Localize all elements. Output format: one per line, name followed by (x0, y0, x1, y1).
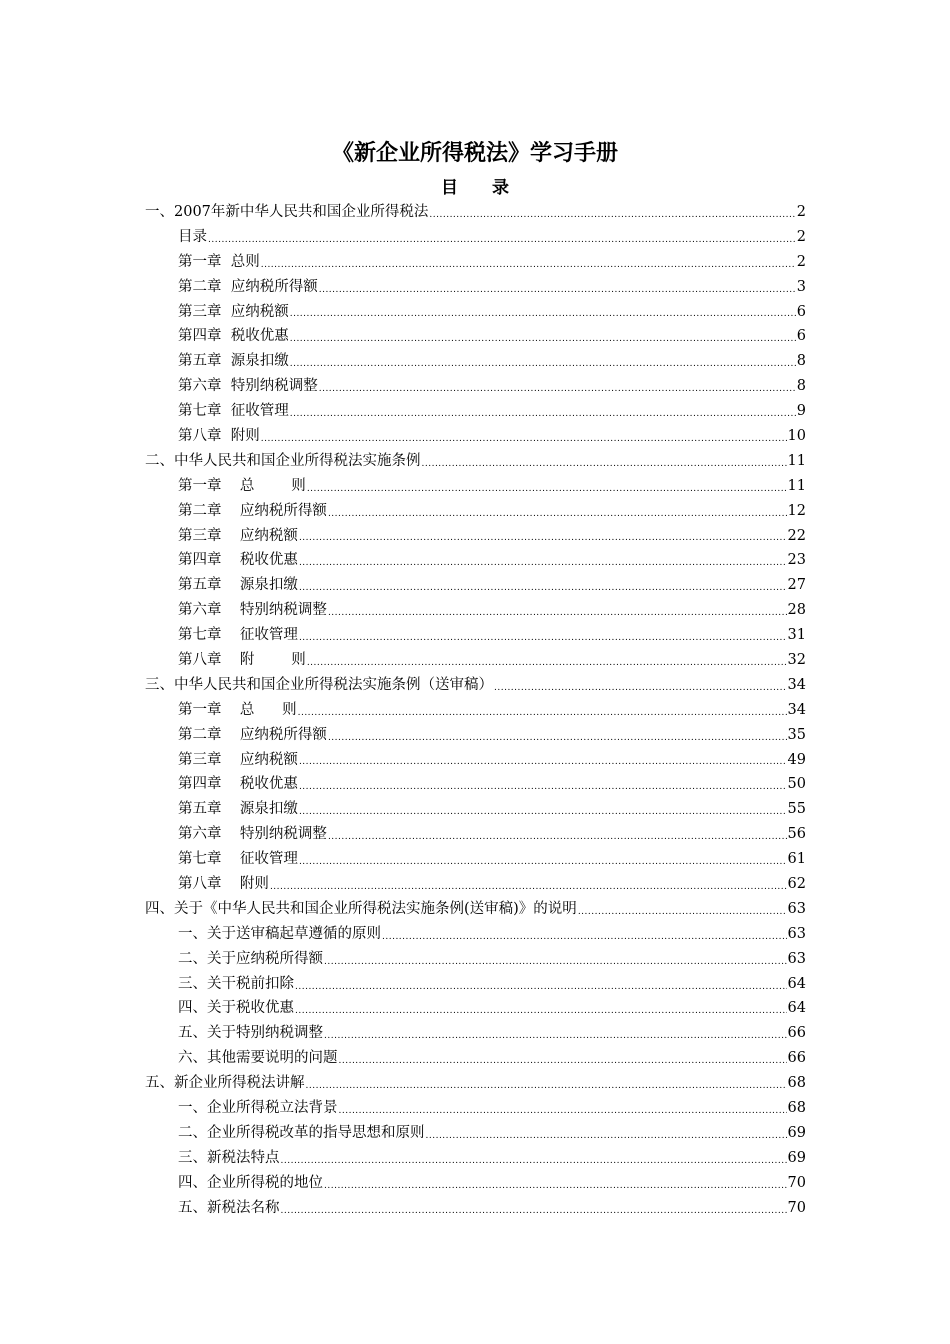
toc-entry-title: 目录 (178, 228, 207, 245)
toc-entry-title: 第四章 税收优惠 (178, 776, 298, 793)
toc-entry-page: 49 (787, 751, 806, 768)
toc-dot-leader (261, 430, 787, 449)
toc-entry-title: 一、企业所得税立法背景 (178, 1100, 338, 1117)
toc-entry-page: 66 (787, 1050, 806, 1067)
toc-entry-page: 62 (787, 876, 806, 893)
toc-entry[interactable] (145, 548, 806, 573)
toc-entry[interactable] (145, 225, 806, 250)
toc-entry[interactable] (145, 648, 806, 673)
toc-entry[interactable] (145, 524, 806, 549)
toc-entry[interactable] (145, 1121, 806, 1146)
toc-dot-leader (306, 1077, 787, 1096)
toc-entry-page: 50 (787, 776, 806, 793)
toc-dot-leader (299, 803, 787, 822)
toc-dot-leader (290, 355, 796, 374)
toc-dot-leader (299, 778, 787, 797)
toc-dot-leader (290, 405, 796, 424)
toc-entry[interactable] (145, 250, 806, 275)
toc-entry-page: 64 (787, 1000, 806, 1017)
toc-dot-leader (299, 579, 787, 598)
toc-entry-title: 第一章 总则 (178, 253, 260, 270)
toc-entry[interactable] (145, 847, 806, 872)
toc-entry[interactable] (145, 997, 806, 1022)
toc-entry-title: 一、关于送审稿起草遵循的原则 (178, 925, 381, 942)
toc-entry-page: 63 (787, 925, 806, 942)
toc-entry-title: 第四章 税收优惠 (178, 328, 289, 345)
toc-entry-page: 69 (787, 1149, 806, 1166)
toc-entry-title: 第一章 总 则 (178, 701, 297, 718)
toc-dot-leader (324, 953, 787, 972)
toc-entry-page: 68 (787, 1100, 806, 1117)
toc-entry-page: 3 (796, 278, 806, 295)
toc-dot-leader (281, 1152, 787, 1171)
toc-dot-leader (261, 256, 796, 275)
toc-entry-title: 三、新税法特点 (178, 1149, 280, 1166)
toc-dot-leader (328, 828, 787, 847)
toc-dot-leader (307, 654, 787, 673)
toc-entry[interactable] (145, 349, 806, 374)
toc-entry-title: 第四章 税收优惠 (178, 552, 298, 569)
toc-entry-title: 第八章 附则 (178, 876, 269, 893)
toc-entry[interactable] (145, 972, 806, 997)
toc-entry[interactable] (145, 772, 806, 797)
toc-entry[interactable] (145, 698, 806, 723)
toc-entry[interactable] (145, 1021, 806, 1046)
toc-entry[interactable] (145, 822, 806, 847)
toc-dot-leader (339, 1102, 787, 1121)
toc-entry[interactable] (145, 1071, 806, 1096)
toc-entry-title: 第三章 应纳税额 (178, 527, 298, 544)
toc-entry-page: 22 (787, 527, 806, 544)
toc-entry[interactable] (145, 1046, 806, 1071)
toc-entry[interactable] (145, 399, 806, 424)
toc-entry[interactable] (145, 300, 806, 325)
toc-entry[interactable] (145, 748, 806, 773)
toc-entry[interactable] (145, 623, 806, 648)
toc-entry-title: 第六章 特别纳税调整 (178, 378, 318, 395)
toc-entry-page: 34 (787, 676, 806, 693)
toc-dot-leader (299, 853, 787, 872)
toc-entry-title: 二、关于应纳税所得额 (178, 950, 323, 967)
toc-dot-leader (307, 480, 787, 499)
toc-entry[interactable] (145, 374, 806, 399)
document-title: 《新企业所得税法》学习手册 (331, 140, 618, 166)
toc-dot-leader (298, 704, 787, 723)
toc-entry-title: 六、其他需要说明的问题 (178, 1050, 338, 1067)
toc-dot-leader (339, 1052, 787, 1071)
toc-entry-page: 10 (787, 428, 806, 444)
toc-dot-leader (328, 604, 787, 623)
toc-dot-leader (295, 978, 787, 997)
toc-entry[interactable] (145, 598, 806, 623)
toc-dot-leader (295, 1002, 787, 1021)
toc-dot-leader (324, 1027, 787, 1046)
toc-entry-page: 66 (787, 1025, 806, 1042)
toc-entry-page: 70 (787, 1174, 806, 1191)
toc-entry-page: 2 (796, 203, 806, 220)
toc-entry-title: 第七章 征收管理 (178, 403, 289, 420)
toc-entry-title: 四、关于《中华人民共和国企业所得税法实施条例(送审稿)》的说明 (145, 900, 577, 917)
toc-entry[interactable] (145, 897, 806, 922)
toc-entry[interactable] (145, 947, 806, 972)
toc-dot-leader (299, 554, 787, 573)
toc-entry-title: 第六章 特别纳税调整 (178, 826, 327, 843)
toc-entry-title: 三、关干税前扣除 (178, 975, 294, 992)
toc-entry-title: 第一章 总 则 (178, 477, 306, 494)
toc-entry-title: 五、关于特别纳税调整 (178, 1025, 323, 1042)
toc-entry-title: 第八章 附 则 (178, 652, 306, 669)
toc-entry-title: 第二章 应纳税所得额 (178, 278, 318, 295)
toc-entry[interactable] (145, 872, 806, 897)
toc-entry-page: 69 (787, 1124, 806, 1141)
toc-entry-page: 27 (787, 577, 806, 594)
toc-entry-page: 64 (787, 975, 806, 992)
toc-entry-page: 2 (796, 253, 806, 270)
toc-entry-page: 63 (787, 950, 806, 967)
toc-entry[interactable] (145, 1096, 806, 1121)
toc-entry-page: 70 (787, 1199, 806, 1216)
toc-dot-leader (494, 679, 787, 698)
toc-entry-title: 第五章 源泉扣缴 (178, 577, 298, 594)
toc-entry-title: 五、新税法名称 (178, 1199, 280, 1216)
toc-entry-title: 一、2007年新中华人民共和国企业所得税法 (145, 203, 429, 220)
toc-entry-page: 55 (787, 801, 806, 818)
toc-dot-leader (290, 330, 796, 349)
toc-dot-leader (319, 281, 796, 300)
toc-entry-page: 23 (787, 552, 806, 569)
toc-entry[interactable] (145, 922, 806, 947)
toc-dot-leader (319, 380, 796, 399)
toc-entry[interactable] (145, 424, 806, 449)
toc-entry-page: 63 (787, 900, 806, 917)
toc-entry[interactable] (145, 573, 806, 598)
toc-entry[interactable] (145, 275, 806, 300)
toc-dot-leader (299, 753, 787, 772)
toc-entry-page: 32 (787, 652, 806, 669)
toc-entry[interactable] (145, 474, 806, 499)
toc-dot-leader (578, 903, 787, 922)
toc-dot-leader (281, 1202, 787, 1221)
toc-entry[interactable] (145, 200, 806, 225)
toc-entry-title: 第二章 应纳税所得额 (178, 502, 327, 519)
toc-dot-leader (270, 878, 787, 897)
toc-entry[interactable] (145, 499, 806, 524)
toc-entry-title: 五、新企业所得税法讲解 (145, 1075, 305, 1092)
toc-entry-title: 二、中华人民共和国企业所得税法实施条例 (145, 452, 421, 469)
table-of-contents (145, 200, 806, 1221)
toc-entry-page: 8 (796, 378, 806, 395)
toc-entry-page: 11 (787, 477, 806, 494)
toc-entry-title: 第五章 源泉扣缴 (178, 801, 298, 818)
toc-entry[interactable] (145, 1196, 806, 1221)
toc-entry[interactable] (145, 723, 806, 748)
toc-entry-title: 第八章 附则 (178, 428, 260, 444)
toc-entry[interactable] (145, 673, 806, 698)
toc-entry-page: 31 (787, 627, 806, 644)
toc-dot-leader (382, 928, 787, 947)
toc-dot-leader (426, 1127, 787, 1146)
toc-entry-page: 56 (787, 826, 806, 843)
toc-entry-title: 第三章 应纳税额 (178, 751, 298, 768)
toc-entry-page: 8 (796, 353, 806, 370)
toc-dot-leader (324, 1177, 787, 1196)
toc-entry-title: 二、企业所得税改革的指导思想和原则 (178, 1124, 425, 1141)
toc-entry-title: 三、中华人民共和国企业所得税法实施条例（送审稿） (145, 676, 493, 693)
toc-dot-leader (328, 505, 787, 524)
toc-entry-title: 第三章 应纳税额 (178, 303, 289, 320)
toc-entry-page: 61 (787, 851, 806, 868)
toc-dot-leader (208, 231, 796, 250)
toc-entry-title: 第二章 应纳税所得额 (178, 726, 327, 743)
toc-dot-leader (299, 629, 787, 648)
toc-heading: 目录 (441, 178, 543, 198)
toc-entry[interactable] (145, 797, 806, 822)
toc-entry-page: 6 (796, 303, 806, 320)
toc-entry-page: 28 (787, 602, 806, 619)
toc-dot-leader (422, 455, 787, 474)
toc-entry[interactable] (145, 449, 806, 474)
toc-entry-title: 四、企业所得税的地位 (178, 1174, 323, 1191)
toc-entry[interactable] (145, 1171, 806, 1196)
toc-entry-page: 12 (787, 502, 806, 519)
toc-entry[interactable] (145, 324, 806, 349)
toc-dot-leader (328, 729, 787, 748)
toc-entry-page: 9 (796, 403, 806, 420)
toc-entry-page: 68 (787, 1075, 806, 1092)
toc-entry-page: 35 (787, 726, 806, 743)
toc-dot-leader (299, 529, 787, 548)
toc-entry-title: 第七章 征收管理 (178, 851, 298, 868)
toc-entry-page: 6 (796, 328, 806, 345)
toc-entry-page: 2 (796, 228, 806, 245)
toc-entry-title: 第七章 征收管理 (178, 627, 298, 644)
toc-entry-title: 四、关于税收优惠 (178, 1000, 294, 1017)
toc-dot-leader (429, 206, 795, 225)
toc-entry-title: 第六章 特别纳税调整 (178, 602, 327, 619)
toc-entry-page: 34 (787, 701, 806, 718)
toc-entry[interactable] (145, 1146, 806, 1171)
toc-entry-title: 第五章 源泉扣缴 (178, 353, 289, 370)
toc-entry-page: 11 (787, 452, 806, 469)
toc-dot-leader (290, 305, 796, 324)
